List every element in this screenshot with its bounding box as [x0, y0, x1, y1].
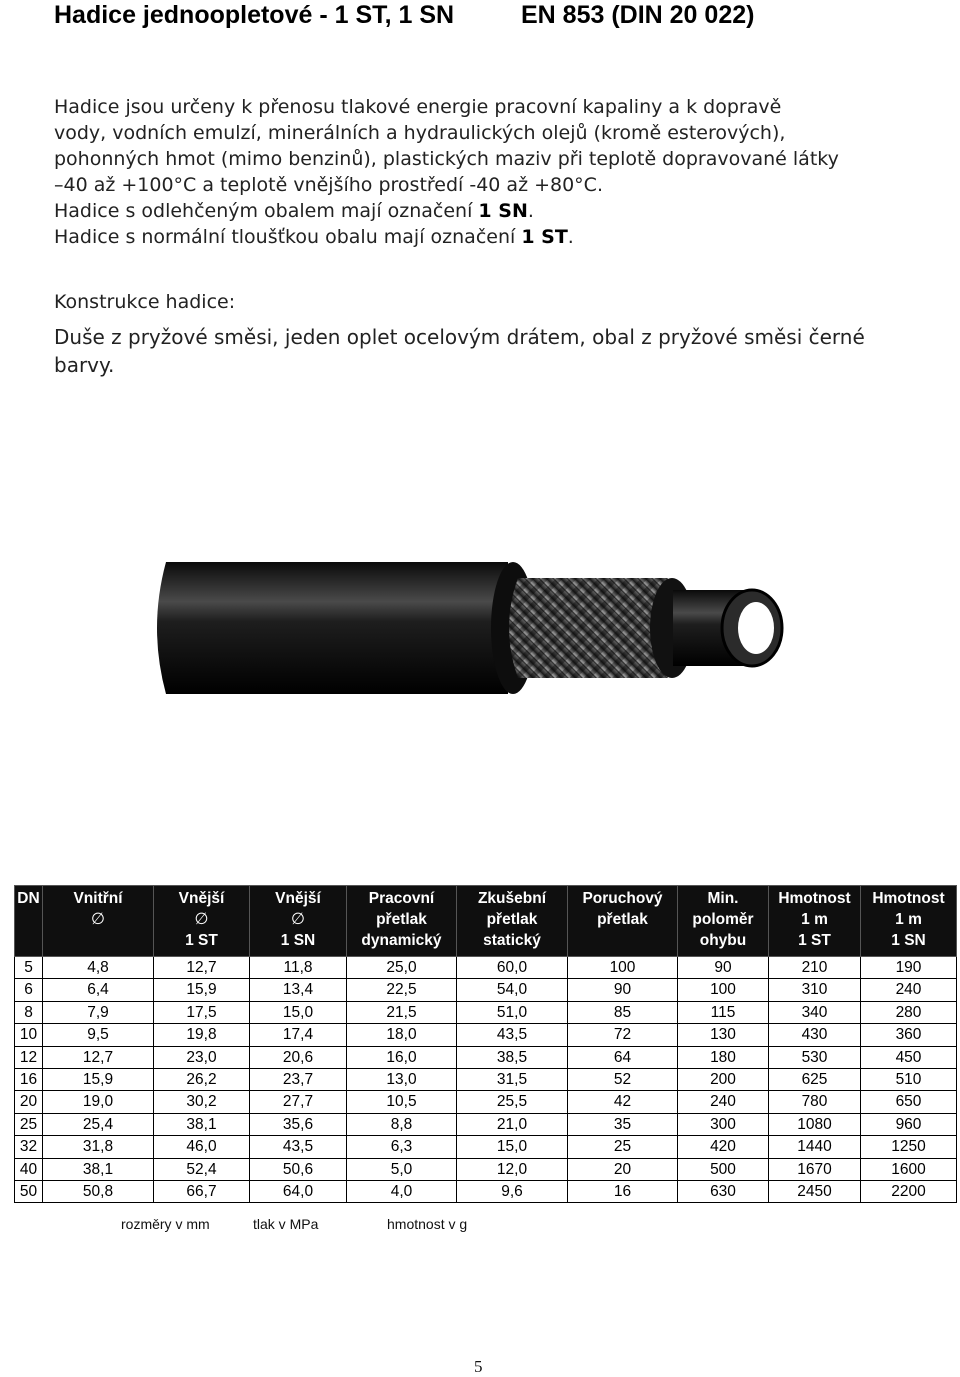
footnote-weight: hmotnost v g [387, 1216, 468, 1232]
header-line: Poruchový [582, 890, 663, 907]
sn-text: Hadice s odlehčeným obalem mají označení [54, 200, 479, 222]
table-cell: 630 [678, 1180, 769, 1202]
hose-image [148, 548, 808, 708]
intro-line: –40 až +100°C a teplotě vnějšího prostředí -40 až +80°C. [54, 174, 603, 196]
table-cell: 16,0 [347, 1046, 457, 1068]
header-line: 1 ST [798, 932, 831, 949]
header-line: Vnější [178, 890, 225, 907]
table-cell: 310 [769, 979, 861, 1001]
table-cell: 210 [769, 957, 861, 979]
table-cell: 16 [15, 1068, 43, 1090]
header-line: 1 SN [891, 932, 926, 949]
table-cell: 6 [15, 979, 43, 1001]
table-cell: 31,5 [457, 1068, 568, 1090]
table-cell: 25 [15, 1113, 43, 1135]
page-title [54, 0, 934, 30]
table-cell: 12,7 [154, 957, 250, 979]
table-row [15, 1091, 957, 1113]
table-cell: 15,9 [154, 979, 250, 1001]
table-cell: 21,0 [457, 1113, 568, 1135]
table-cell: 2450 [769, 1180, 861, 1202]
header-line: dynamický [361, 932, 442, 949]
table-cell: 340 [769, 1001, 861, 1023]
table-header-cell [154, 886, 250, 957]
intro-sn-line [54, 198, 914, 224]
table-cell: 650 [861, 1091, 957, 1113]
table-header-row [15, 886, 957, 957]
table-cell: 35 [568, 1113, 678, 1135]
st-code: 1 ST [521, 226, 568, 248]
table-cell: 50,6 [250, 1158, 347, 1180]
table-cell: 30,2 [154, 1091, 250, 1113]
table-cell: 6,4 [43, 979, 154, 1001]
intro-st-line [54, 224, 914, 250]
table-cell: 40 [15, 1158, 43, 1180]
header-line: Vnitřní [73, 890, 123, 907]
table-row [15, 1180, 957, 1202]
table-cell: 90 [678, 957, 769, 979]
table-row [15, 1068, 957, 1090]
header-line: ∅ [291, 911, 305, 928]
table-cell: 19,0 [43, 1091, 154, 1113]
table-cell: 15,9 [43, 1068, 154, 1090]
table-cell: 4,0 [347, 1180, 457, 1202]
table-cell: 450 [861, 1046, 957, 1068]
table-cell: 100 [678, 979, 769, 1001]
table-cell: 32 [15, 1136, 43, 1158]
table-cell: 17,4 [250, 1024, 347, 1046]
table-cell: 625 [769, 1068, 861, 1090]
table-header-cell [861, 886, 957, 957]
table-cell: 430 [769, 1024, 861, 1046]
construction-heading: Konstrukce hadice: [54, 291, 236, 313]
table-cell: 130 [678, 1024, 769, 1046]
period: . [567, 226, 574, 248]
table-cell: 180 [678, 1046, 769, 1068]
period: . [527, 200, 534, 222]
table-cell: 15,0 [457, 1136, 568, 1158]
table-cell: 26,2 [154, 1068, 250, 1090]
hose-cover [157, 562, 508, 694]
table-cell: 31,8 [43, 1136, 154, 1158]
table-cell: 23,0 [154, 1046, 250, 1068]
table-cell: 100 [568, 957, 678, 979]
table-cell: 240 [861, 979, 957, 1001]
table-header-cell [568, 886, 678, 957]
table-cell: 1440 [769, 1136, 861, 1158]
header-line: statický [483, 932, 541, 949]
table-cell: 17,5 [154, 1001, 250, 1023]
table-cell: 20 [568, 1158, 678, 1180]
table-header-cell [457, 886, 568, 957]
table-cell: 64 [568, 1046, 678, 1068]
table-row [15, 1136, 957, 1158]
table-cell: 1600 [861, 1158, 957, 1180]
table-cell: 360 [861, 1024, 957, 1046]
table-cell: 25 [568, 1136, 678, 1158]
table-cell: 66,7 [154, 1180, 250, 1202]
table-cell: 20,6 [250, 1046, 347, 1068]
table-cell: 38,1 [154, 1113, 250, 1135]
table-cell: 27,7 [250, 1091, 347, 1113]
table-cell: 190 [861, 957, 957, 979]
table-cell: 20 [15, 1091, 43, 1113]
table-cell: 5,0 [347, 1158, 457, 1180]
table-cell: 8,8 [347, 1113, 457, 1135]
table-cell: 7,9 [43, 1001, 154, 1023]
table-cell: 780 [769, 1091, 861, 1113]
table-cell: 54,0 [457, 979, 568, 1001]
hose-braid [509, 578, 668, 678]
intro-paragraph [54, 94, 914, 250]
header-line: 1 SN [280, 932, 316, 949]
table-cell: 90 [568, 979, 678, 1001]
table-cell: 25,0 [347, 957, 457, 979]
table-cell: 51,0 [457, 1001, 568, 1023]
construction-text: Duše z pryžové směsi, jeden oplet ocelovým drátem, obal z pryžové směsi černé barvy. [54, 325, 865, 377]
table-cell: 50 [15, 1180, 43, 1202]
intro-line: vody, vodních emulzí, minerálních a hydraulických olejů (kromě esterových), [54, 122, 786, 144]
table-cell: 46,0 [154, 1136, 250, 1158]
table-cell: 21,5 [347, 1001, 457, 1023]
table-cell: 9,6 [457, 1180, 568, 1202]
table-cell: 43,5 [250, 1136, 347, 1158]
table-cell: 8 [15, 1001, 43, 1023]
header-line: 1 m [801, 911, 828, 928]
table-header-cell [250, 886, 347, 957]
header-line: přetlak [376, 911, 427, 928]
table-row [15, 1158, 957, 1180]
table-cell: 2200 [861, 1180, 957, 1202]
table-cell: 5 [15, 957, 43, 979]
table-cell: 38,1 [43, 1158, 154, 1180]
table-cell: 115 [678, 1001, 769, 1023]
intro-line: pohonných hmot (mimo benzinů), plastických maziv při teplotě dopravované látky [54, 148, 839, 170]
page-number: 5 [474, 1357, 483, 1376]
footnote-pressure: tlak v MPa [253, 1216, 319, 1232]
header-line: ∅ [91, 911, 105, 928]
table-row [15, 979, 957, 1001]
table-cell: 16 [568, 1180, 678, 1202]
table-cell: 25,4 [43, 1113, 154, 1135]
table-cell: 18,0 [347, 1024, 457, 1046]
table-cell: 280 [861, 1001, 957, 1023]
table-cell: 52,4 [154, 1158, 250, 1180]
st-text: Hadice s normální tloušťkou obalu mají označení [54, 226, 522, 248]
header-line: 1 m [895, 911, 922, 928]
table-cell: 50,8 [43, 1180, 154, 1202]
intro-line: Hadice jsou určeny k přenosu tlakové energie pracovní kapaliny a k dopravě [54, 96, 782, 118]
table-cell: 4,8 [43, 957, 154, 979]
table-cell: 510 [861, 1068, 957, 1090]
table-cell: 300 [678, 1113, 769, 1135]
table-cell: 13,4 [250, 979, 347, 1001]
table-cell: 60,0 [457, 957, 568, 979]
table-cell: 200 [678, 1068, 769, 1090]
header-line: poloměr [692, 911, 754, 928]
table-cell: 11,8 [250, 957, 347, 979]
header-line: Vnější [275, 890, 321, 907]
sn-code: 1 SN [478, 200, 528, 222]
header-line: Min. [707, 890, 739, 907]
table-row [15, 1113, 957, 1135]
table-row [15, 1046, 957, 1068]
table-cell: 35,6 [250, 1113, 347, 1135]
table-cell: 23,7 [250, 1068, 347, 1090]
table-cell: 1250 [861, 1136, 957, 1158]
spec-table [14, 885, 957, 1203]
table-cell: 12,7 [43, 1046, 154, 1068]
table-row [15, 957, 957, 979]
table-cell: 19,8 [154, 1024, 250, 1046]
table-cell: 13,0 [347, 1068, 457, 1090]
table-header-cell [43, 886, 154, 957]
table-cell: 22,5 [347, 979, 457, 1001]
table-cell: 1670 [769, 1158, 861, 1180]
table-body [15, 957, 957, 1203]
table-cell: 52 [568, 1068, 678, 1090]
header-line: přetlak [486, 911, 538, 928]
table-cell: 15,0 [250, 1001, 347, 1023]
table-header-cell [678, 886, 769, 957]
table-cell: 85 [568, 1001, 678, 1023]
table-cell: 25,5 [457, 1091, 568, 1113]
table-row [15, 1001, 957, 1023]
table-cell: 9,5 [43, 1024, 154, 1046]
header-line: Hmotnost [778, 890, 851, 907]
table-cell: 960 [861, 1113, 957, 1135]
table-cell: 12,0 [457, 1158, 568, 1180]
table-cell: 64,0 [250, 1180, 347, 1202]
header-line: ∅ [194, 911, 209, 928]
table-cell: 43,5 [457, 1024, 568, 1046]
table-cell: 72 [568, 1024, 678, 1046]
header-line: ohybu [699, 932, 747, 949]
table-cell: 42 [568, 1091, 678, 1113]
table-cell: 240 [678, 1091, 769, 1113]
header-line: 1 ST [185, 932, 218, 949]
construction-section [54, 289, 914, 379]
table-cell: 12 [15, 1046, 43, 1068]
table-cell: 10 [15, 1024, 43, 1046]
title-norm: EN 853 (DIN 20 022) [521, 1, 755, 29]
header-line: Zkušební [477, 890, 547, 907]
table-cell: 38,5 [457, 1046, 568, 1068]
header-line: Hmotnost [872, 890, 945, 907]
table-cell: 420 [678, 1136, 769, 1158]
header-line: Pracovní [368, 890, 435, 907]
title-main: Hadice jednoopletové - 1 ST, 1 SN [54, 1, 455, 29]
table-cell: 500 [678, 1158, 769, 1180]
header-line: DN [17, 890, 40, 907]
table-cell: 10,5 [347, 1091, 457, 1113]
table-cell: 530 [769, 1046, 861, 1068]
table-cell: 1080 [769, 1113, 861, 1135]
table-header-cell [347, 886, 457, 957]
table-cell: 6,3 [347, 1136, 457, 1158]
footnote-dimensions: rozměry v mm [121, 1216, 210, 1232]
table-header-cell [769, 886, 861, 957]
table-row [15, 1024, 957, 1046]
table-header-cell [15, 886, 43, 957]
header-line: přetlak [597, 911, 648, 928]
